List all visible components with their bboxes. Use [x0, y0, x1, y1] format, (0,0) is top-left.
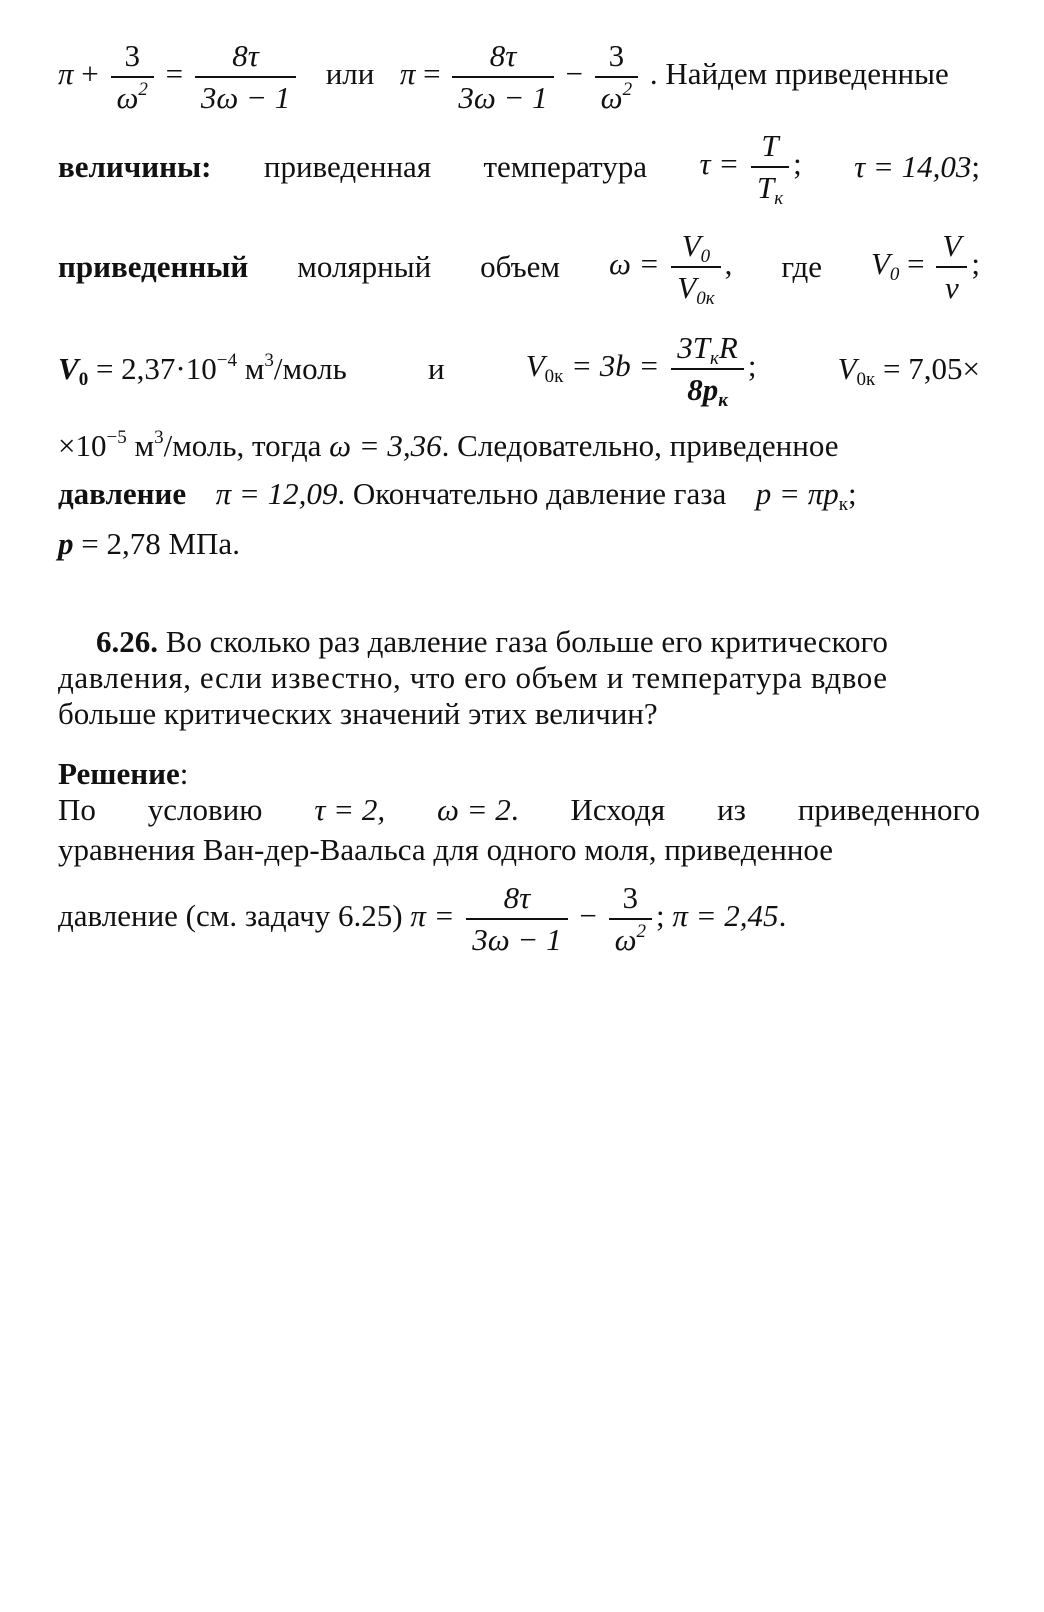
formula-tau [699, 128, 802, 209]
fraction-numerator [671, 228, 720, 268]
numerator-text: 3T [677, 330, 710, 365]
fraction-3-over-omega2 [595, 38, 638, 116]
omega-equals: ω = [608, 246, 660, 282]
period: . [778, 898, 787, 934]
fraction-numerator: 8τ [466, 880, 567, 920]
R-symbol: R [718, 330, 738, 365]
subscript: к [718, 390, 728, 411]
tau-condition: τ = 2, [314, 792, 386, 827]
value: ×10 [58, 428, 107, 463]
problem-line-3 [58, 696, 658, 732]
formula-V0k-value [837, 351, 980, 390]
pi-symbol: π [399, 56, 416, 92]
fraction-denominator: ν [944, 270, 959, 305]
unit: м [236, 351, 265, 386]
word: величины: [58, 149, 212, 184]
word-and: и [427, 351, 445, 386]
V-symbol: V [58, 351, 79, 386]
semicolon: ; [971, 149, 980, 184]
fraction-denominator [595, 78, 638, 116]
V-symbol: V [837, 351, 857, 386]
pressure-value: = 2,78 МПа. [73, 526, 240, 561]
word: приведенная [263, 149, 432, 184]
word: Исходя [570, 792, 666, 827]
fraction-numerator: 3 [609, 880, 652, 920]
omega-value: ω = 2 [437, 792, 511, 827]
fraction-numerator: 8τ [452, 38, 553, 78]
solution-line-2 [58, 832, 833, 868]
fraction-numerator: 3 [111, 38, 154, 78]
word: объем [480, 249, 561, 284]
V-symbol: V [677, 270, 697, 305]
problem-text: давления, если известно, что его объем и температура вдвое [58, 660, 888, 695]
equals-sign: = [423, 56, 441, 92]
word: приведенный [58, 249, 249, 284]
subscript: 0 [889, 264, 900, 286]
formula-omega [608, 228, 733, 309]
fraction-numerator: 3 [595, 38, 638, 78]
T-symbol: T [756, 170, 775, 205]
formula-V0 [871, 228, 980, 306]
comma: , [724, 246, 733, 282]
value: = 7,05× [883, 351, 980, 386]
semicolon: ; [971, 246, 980, 282]
semicolon: ; [747, 348, 757, 384]
problem-text: Во сколько раз давление газа больше его критического [158, 624, 888, 659]
word-or: или [325, 56, 375, 92]
word-where: где [781, 249, 823, 284]
unit: м [126, 428, 155, 463]
formula-V0k [525, 330, 757, 411]
problem-line-1 [96, 624, 888, 660]
V0-symbol [870, 246, 900, 286]
word: молярный [297, 249, 432, 284]
subscript: к [838, 494, 848, 515]
fraction-denominator [609, 920, 652, 958]
word: давление [58, 476, 187, 511]
fraction-denominator [671, 370, 744, 411]
fraction-denominator: 3ω − 1 [472, 922, 562, 957]
equation-line-1 [58, 38, 949, 116]
fraction-denominator: 3ω − 1 [458, 80, 548, 115]
text-line-2 [58, 128, 980, 209]
minus-sign: − [565, 56, 583, 92]
equals-sign: = [165, 56, 184, 92]
equals-3b: = 3b = [571, 348, 660, 384]
fraction-V-over-nu [936, 228, 967, 306]
exponent: 2 [622, 79, 633, 100]
exponent: 3 [154, 427, 164, 448]
problem-number: 6.26. [96, 624, 158, 659]
fraction-8tau-over-3omega [452, 38, 553, 116]
tau-equals: τ = [699, 146, 740, 182]
fraction-8tau-over-3omega [195, 38, 296, 116]
problem-text: больше критических значений этих величин? [58, 696, 658, 731]
pi-equals: π = [410, 898, 455, 934]
semicolon: ; [655, 898, 665, 934]
subscript: 0 [700, 246, 711, 267]
fraction-denominator [751, 168, 789, 209]
V-symbol: V [870, 246, 890, 282]
word: По [58, 792, 96, 827]
plus-sign: + [81, 56, 99, 92]
fraction-numerator: V [936, 228, 967, 268]
exponent: −4 [216, 350, 237, 371]
V-symbol: V [681, 228, 701, 263]
sentence-text: /моль, тогда [163, 428, 322, 463]
fraction-3-over-omega2 [111, 38, 154, 116]
fraction-3TkR-over-8pk [671, 330, 744, 411]
subscript: 0к [544, 366, 564, 388]
text-line-5 [58, 428, 838, 464]
omega-condition [437, 792, 519, 828]
text-line-4 [58, 330, 980, 411]
fraction-denominator: 3ω − 1 [200, 80, 291, 115]
semicolon: ; [847, 476, 857, 511]
p-symbol: p [58, 526, 74, 561]
formula-tau-value [854, 149, 980, 185]
semicolon: ; [793, 146, 802, 182]
fraction-numerator [671, 330, 744, 370]
fraction-denominator [671, 268, 720, 309]
fraction-8tau-over-3omega [466, 880, 567, 958]
unit-tail: /моль [273, 351, 347, 386]
solution-text: давление (см. задачу 6.25) [58, 898, 403, 934]
solution-heading [58, 756, 188, 792]
sentence-text: . Найдем приведенные [649, 56, 949, 92]
solution-text: уравнения Ван-дер-Ваальса для одного моля, приведенное [58, 832, 834, 867]
word: из [717, 792, 746, 827]
equals-sign: = [907, 246, 925, 282]
text-line-3 [58, 228, 980, 309]
word: температура [483, 149, 648, 184]
subscript: 0к [856, 369, 876, 390]
pi-value: π = 12,09 [215, 476, 338, 511]
period: . [510, 792, 519, 827]
fraction-V0-over-V0k [671, 228, 720, 309]
fraction-numerator: 8τ [195, 38, 296, 78]
heading-text: Решение [58, 756, 180, 791]
word: приведенного [797, 792, 980, 827]
sentence-text: . Следовательно, приведенное [441, 428, 839, 463]
value: = 2,37·10 [95, 351, 217, 386]
text-line-6 [58, 476, 857, 515]
omega-symbol: ω [116, 80, 139, 115]
subscript: 0к [696, 288, 715, 309]
colon: : [179, 756, 189, 791]
fraction-T-over-Tk [751, 128, 789, 209]
exponent: 2 [138, 79, 148, 100]
pi-symbol: π [58, 56, 74, 92]
subscript: к [774, 188, 784, 209]
exponent: 3 [264, 350, 274, 371]
omega-value: ω = 3,36 [329, 428, 442, 463]
formula-V0-value [58, 350, 347, 390]
fraction-denominator [111, 78, 154, 116]
exponent: −5 [106, 427, 127, 448]
tau-value: τ = 14,03 [854, 149, 972, 184]
problem-line-2 [58, 660, 888, 696]
subscript: к [709, 348, 719, 369]
subscript: 0 [78, 369, 89, 390]
minus-sign: − [579, 898, 597, 934]
omega-symbol: ω [614, 922, 637, 957]
sentence-text: . Окончательно давление газа [337, 476, 727, 511]
denominator-text: 8p [687, 372, 719, 407]
exponent: 2 [636, 921, 646, 942]
fraction-3-over-omega2 [609, 880, 652, 958]
fraction-numerator: T [751, 128, 789, 168]
solution-line-3 [58, 880, 786, 958]
pi-result: π = 2,45 [672, 898, 779, 934]
text-line-7 [58, 526, 240, 562]
pressure-formula: p = πp [755, 476, 839, 511]
solution-line-1 [58, 792, 980, 828]
omega-symbol: ω [600, 80, 623, 115]
V-symbol: V [525, 348, 545, 384]
word: условию [147, 792, 263, 827]
